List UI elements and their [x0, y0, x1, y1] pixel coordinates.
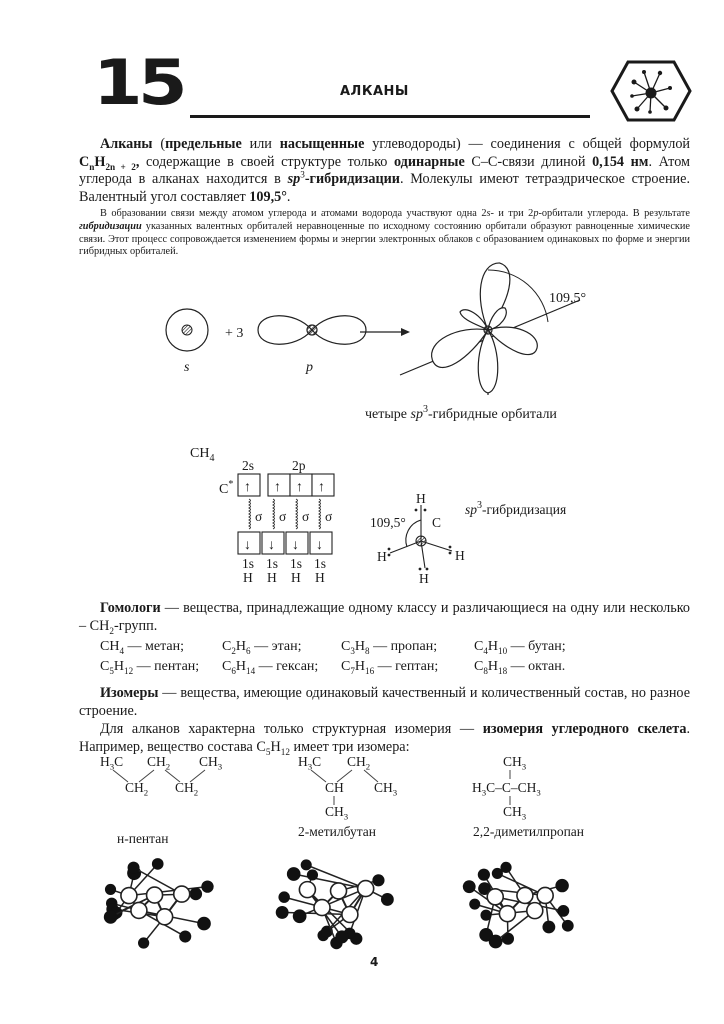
text-run: 3: [109, 761, 115, 772]
text-run: C: [100, 659, 110, 675]
text-run: 2n + 2: [105, 161, 136, 172]
sigma-label: σ: [302, 509, 310, 524]
chapter-number: 15: [93, 46, 184, 119]
molecule-model-icon: [104, 858, 214, 949]
text-run: (: [152, 136, 166, 152]
text-run: 3: [300, 169, 305, 180]
text-run: имеет три изомера:: [289, 738, 410, 755]
text-run: CH: [374, 780, 393, 795]
text-run: CH: [100, 639, 120, 655]
text-run: p: [533, 208, 539, 220]
text-run: C–C-связи длиной: [464, 153, 593, 170]
text-run: 2: [109, 625, 114, 636]
text-run: H: [113, 659, 125, 675]
text-run: CH: [199, 754, 218, 769]
text-run: — бутан;: [507, 639, 566, 655]
text-run: 4: [119, 645, 124, 656]
h-orbital-label: 1s: [290, 556, 303, 571]
text-run: — вещества, принадлежащие одному классу и различающиеся на одну или несколько – CH: [79, 600, 690, 634]
text-run: H: [354, 639, 366, 655]
hydrogen-label: H: [291, 570, 301, 585]
sigma-label: σ: [255, 509, 263, 524]
angle-label: 109,5°: [370, 515, 406, 530]
text-run: C: [312, 754, 322, 769]
text-run: 2: [193, 787, 199, 798]
text-run: углеводороды) — соединения с общей формулой: [364, 136, 691, 152]
level-2p: 2p: [292, 458, 306, 473]
text-run: 3: [392, 787, 398, 798]
text-run: - и три 2: [490, 208, 534, 220]
level-2s: 2s: [242, 458, 255, 473]
text-run: C: [79, 153, 90, 170]
angle-label: 109,5°: [549, 291, 587, 306]
text-run: 10: [498, 645, 508, 656]
text-run: C: [341, 639, 351, 655]
text-run: -орбитали углерода. В результате: [538, 208, 690, 220]
text-run: C: [222, 659, 232, 675]
text-run: В образовании связи между атомом углерода и атомами водорода участвуют одна 2: [100, 208, 487, 220]
text-run: одинарные: [394, 153, 465, 170]
h-orbital-label: 1s: [314, 556, 327, 571]
down-arrow-icon: ↓: [268, 538, 275, 553]
text-run: 8: [365, 645, 370, 656]
text-run: CH: [147, 754, 166, 769]
text-run: CH: [325, 780, 344, 795]
up-arrow-icon: ↑: [318, 480, 325, 495]
text-run: ,: [135, 153, 140, 170]
text-run: 5: [109, 665, 114, 676]
text-run: n: [89, 161, 95, 172]
up-arrow-icon: ↑: [274, 480, 281, 495]
text-run: указанных валентных орбиталей неравноценные по исходному состоянию орбитали образуют равноценные химические связи. Этот процесс сопровождается изменением формы и энергии электронных облаков с образованием одинаковых по форме и энергии гибридных орбиталей.: [79, 220, 690, 258]
text-run: Алканы: [100, 136, 153, 152]
text-run: 3: [521, 811, 527, 822]
text-run: C: [341, 659, 351, 675]
text-run: C: [114, 754, 124, 769]
carbon-center: C: [432, 515, 442, 530]
text-run: 109,5°: [249, 188, 287, 205]
text-run: 3: [217, 761, 223, 772]
text-run: изомерия углеродного скелета: [482, 721, 687, 738]
text-run: 6: [246, 645, 251, 656]
text-run: Для алканов характерна только структурная изомерия —: [100, 721, 483, 738]
text-run: H: [235, 639, 247, 655]
text-run: CH: [503, 754, 522, 769]
text-run: H: [298, 754, 308, 769]
excited-carbon-label: C*: [219, 479, 234, 497]
text-run: или: [241, 136, 280, 152]
text-run: H: [100, 754, 110, 769]
text-run: 3: [350, 645, 355, 656]
text-run: насыщенные: [279, 136, 365, 152]
isomer-name: 2,2-диметилпропан: [473, 824, 585, 839]
text-run: -групп.: [113, 617, 158, 634]
text-run: 2: [231, 645, 236, 656]
text-run: — октан.: [507, 659, 566, 675]
text-run: . Например, вещество состава C: [79, 721, 690, 755]
text-run: . Атом углерода в алканах находится в: [79, 153, 690, 188]
text-run: 4: [483, 645, 488, 656]
text-run: CH: [325, 804, 344, 819]
up-arrow-icon: ↑: [244, 480, 251, 495]
h-orbital-label: 1s: [242, 556, 255, 571]
text-run: 12: [280, 746, 290, 757]
methane-formula: $CH_4$: [190, 446, 215, 464]
hydrogen-right: H: [455, 548, 465, 563]
text-run: 3: [536, 787, 541, 798]
down-arrow-icon: ↓: [244, 538, 251, 553]
text-run: .: [286, 188, 291, 205]
p-label: p: [306, 360, 313, 375]
text-run: H: [94, 153, 106, 170]
text-run: s: [486, 208, 491, 220]
text-run: гибридизации: [79, 220, 142, 232]
text-run: — пентан;: [133, 659, 200, 675]
text-run: 7: [350, 665, 355, 676]
sigma-label: σ: [279, 509, 287, 524]
text-run: H: [487, 639, 499, 655]
text-run: C: [474, 659, 484, 675]
text-run: 16: [365, 665, 375, 676]
text-run: 14: [246, 665, 256, 676]
h-orbital-label: 1s: [266, 556, 279, 571]
sigma-label: σ: [325, 509, 333, 524]
text-run: содержащие в своей структуре только: [139, 153, 394, 170]
down-arrow-icon: ↓: [316, 538, 323, 553]
text-run: CH: [347, 754, 366, 769]
text-run: sp: [287, 171, 301, 188]
s-label: s: [184, 360, 190, 375]
text-run: 12: [124, 665, 134, 676]
text-run: — пропан;: [369, 639, 438, 655]
molecule-model-icon: [276, 859, 394, 949]
text-run: C: [222, 639, 232, 655]
text-run: 2: [143, 787, 149, 798]
text-run: H: [270, 738, 281, 755]
text-run: 8: [483, 665, 488, 676]
hydrogen-bottom: H: [419, 571, 429, 586]
text-run: C: [474, 639, 484, 655]
text-run: 0,154 нм: [592, 153, 649, 170]
orbital-caption: четыре $sp^3$-гибридные орбитали: [365, 404, 557, 422]
hydrogen-label: H: [267, 570, 277, 585]
text-run: H: [487, 659, 499, 675]
plus-three: + 3: [225, 326, 244, 341]
text-run: — метан;: [124, 639, 184, 655]
text-run: . Молекулы имеют тетраэдрическое строение. Валентный угол составляет: [79, 171, 690, 205]
hybridization-label: $sp^3$-гибридизация: [465, 500, 567, 517]
text-run: CH: [503, 804, 522, 819]
text-run: H: [235, 659, 247, 675]
text-run: — гептан;: [374, 659, 439, 675]
text-run: — этан;: [250, 639, 302, 655]
hydrogen-left: H: [377, 549, 387, 564]
text-run: 18: [498, 665, 508, 676]
text-run: CH: [175, 780, 194, 795]
text-run: 2: [165, 761, 171, 772]
isomer-name: 2-метилбутан: [298, 824, 377, 839]
text-run: 3: [307, 761, 313, 772]
text-run: C–C–CH: [486, 780, 537, 795]
text-run: H: [472, 780, 482, 795]
text-run: 3: [481, 787, 487, 798]
down-arrow-icon: ↓: [292, 538, 299, 553]
text-run: — вещества, имеющие одинаковый качественный и количественный состав, но разное строение.: [79, 685, 690, 719]
text-run: -гибридизации: [304, 171, 400, 188]
up-arrow-icon: ↑: [296, 480, 303, 495]
chapter-title: АЛКАНЫ: [340, 84, 409, 99]
text-run: 3: [521, 761, 527, 772]
isomer-name: н-пентан: [117, 831, 169, 846]
molecule-model-icon: [463, 862, 574, 949]
text-run: 3: [343, 811, 349, 822]
hydrogen-label: H: [315, 570, 325, 585]
text-run: Гомологи: [100, 600, 161, 616]
text-run: 6: [231, 665, 236, 676]
text-run: Изомеры: [100, 685, 159, 702]
hydrogen-top: H: [416, 491, 426, 506]
text-run: 5: [265, 746, 271, 757]
page-number: 4: [370, 955, 379, 969]
hydrogen-label: H: [243, 570, 253, 585]
text-run: предельные: [165, 136, 242, 152]
text-run: CH: [125, 780, 144, 795]
text-run: H: [354, 659, 366, 675]
text-run: 2: [365, 761, 371, 772]
text-run: — гексан;: [255, 659, 319, 675]
